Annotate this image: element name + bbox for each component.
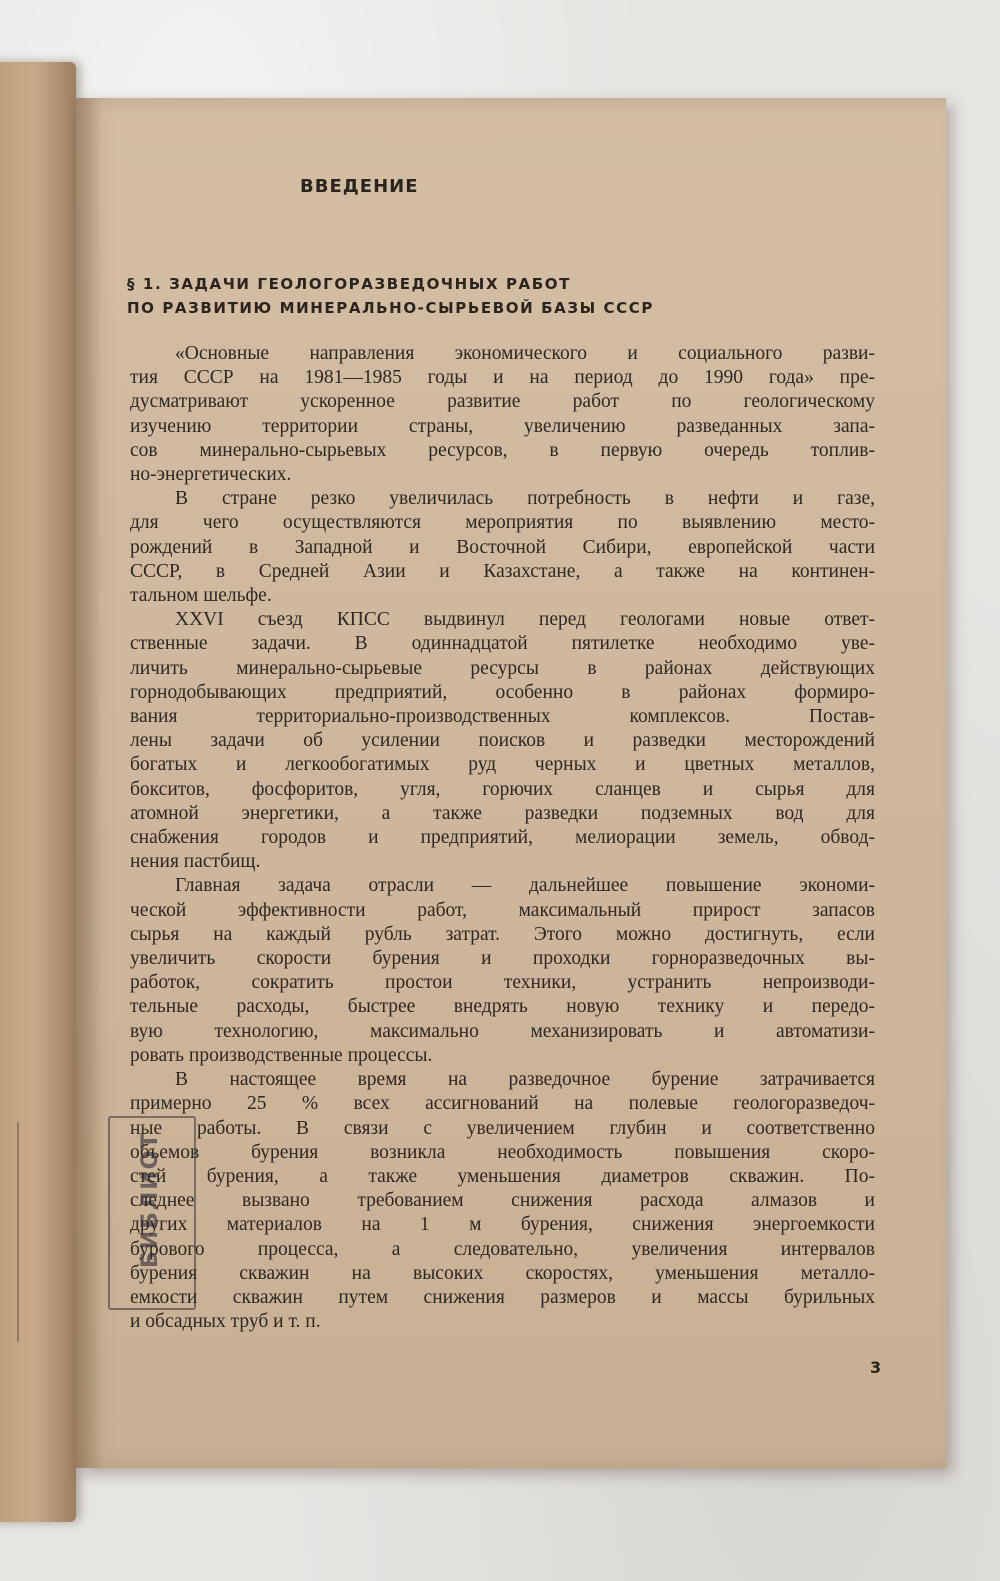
text-line: рождений в Западной и Восточной Сибири, европейской части — [130, 536, 875, 558]
text-line: сов минерально-сырьевых ресурсов, в первую очередь топлив- — [130, 439, 875, 461]
text-line: объемов бурения возникла необходимость повышения скоро- — [130, 1141, 875, 1163]
text-line: вую технологию, максимально механизировать и автоматизи- — [130, 1020, 875, 1042]
text-line: тия СССР на 1981—1985 годы и на период до 1990 года» пре- — [130, 367, 875, 389]
text-line: тельные расходы, быстрее внедрять новую технику и передо- — [130, 996, 875, 1018]
page-gutter-shadow — [76, 98, 102, 1468]
text-line: сырья на каждый рубль затрат. Этого можно достигнуть, если — [130, 923, 875, 945]
text-line: других материалов на 1 м бурения, снижения энергоемкости — [130, 1214, 875, 1236]
text-line: изучению территории страны, увеличению разведанных запа- — [130, 415, 875, 437]
text-line: бокситов, фосфоритов, угля, горючих сланцев и сырья для — [130, 778, 875, 800]
text-line: для чего осуществляются мероприятия по выявлению место- — [130, 512, 875, 534]
paragraph — [130, 608, 875, 874]
text-line: ческой эффективности работ, максимальный прирост запасов — [130, 899, 875, 921]
text-line: лены задачи об усилении поисков и разведки месторождений — [130, 730, 875, 752]
text-line: дусматривают ускоренное развитие работ по геологическому — [130, 391, 875, 413]
section-heading-line-2: ПО РАЗВИТИЮ МИНЕРАЛЬНО-СЫРЬЕВОЙ БАЗЫ СССР — [127, 299, 654, 317]
text-line: атомной энергетики, а также разведки подземных вод для — [130, 802, 875, 824]
text-line: но-энергетических. — [130, 464, 292, 486]
text-line: ственные задачи. В одиннадцатой пятилетке необходимо уве- — [130, 633, 875, 655]
text-line: снабжения городов и предприятий, мелиорации земель, обвод- — [130, 827, 875, 849]
text-line: СССР, в Средней Азии и Казахстане, а также на континен- — [130, 560, 875, 582]
text-line: В настоящее время на разведочное бурение затрачивается — [175, 1069, 875, 1091]
body-text — [130, 342, 875, 1334]
text-line: тальном шельфе. — [130, 585, 272, 607]
text-line: стей бурения, а также уменьшения диаметров скважин. По- — [130, 1165, 875, 1187]
text-line: нения пастбищ. — [130, 851, 261, 873]
spine-wear-mark — [0, 1122, 19, 1342]
text-line: Главная задача отрасли — дальнейшее повышение экономи- — [175, 875, 875, 897]
chapter-title: ВВЕДЕНИЕ — [300, 176, 419, 197]
section-heading-line-1: § 1. ЗАДАЧИ ГЕОЛОГОРАЗВЕДОЧНЫХ РАБОТ — [127, 275, 571, 293]
text-line: следнее вызвано требованием снижения расхода алмазов и — [130, 1190, 875, 1212]
text-line: увеличить скорости бурения и проходки горноразведочных вы- — [130, 948, 875, 970]
library-stamp — [108, 1116, 196, 1310]
text-line: емкости скважин путем снижения размеров и массы бурильных — [130, 1286, 875, 1308]
text-line: «Основные направления экономического и социального разви- — [175, 343, 875, 364]
text-line: работок, сократить простои техники, устранить непроизводи- — [130, 972, 875, 994]
text-line: личить минерально-сырьевые ресурсы в районах действующих — [130, 657, 875, 679]
page-number: 3 — [870, 1358, 882, 1377]
library-stamp-text: БИБЛИОТ — [138, 1131, 163, 1268]
text-line: В стране резко увеличилась потребность в нефти и газе, — [175, 488, 875, 510]
text-line: и обсадных труб и т. п. — [130, 1311, 321, 1333]
text-line: примерно 25 % всех ассигнований на полевые геологоразведоч- — [130, 1093, 875, 1115]
text-line: ровать производственные процессы. — [130, 1044, 433, 1066]
text-line: горнодобывающих предприятий, особенно в районах формиро- — [130, 681, 875, 703]
text-line: богатых и легкообогатимых руд черных и цветных металлов, — [130, 754, 875, 776]
text-line: XXVI съезд КПСС выдвинул перед геологами новые ответ- — [175, 609, 875, 631]
paragraph — [130, 874, 875, 1068]
book-page — [76, 98, 946, 1468]
paragraph — [130, 1068, 875, 1334]
section-heading — [127, 272, 654, 320]
paragraph — [130, 487, 875, 608]
text-line: бурения скважин на высоких скоростях, уменьшения металло- — [130, 1262, 875, 1284]
text-line: бурового процесса, а следовательно, увеличения интервалов — [130, 1238, 875, 1260]
text-line: ные работы. В связи с увеличением глубин и соответственно — [130, 1117, 875, 1139]
previous-page-edge — [0, 62, 76, 1522]
text-line: вания территориально-производственных комплексов. Постав- — [130, 706, 875, 728]
paragraph — [130, 342, 875, 487]
